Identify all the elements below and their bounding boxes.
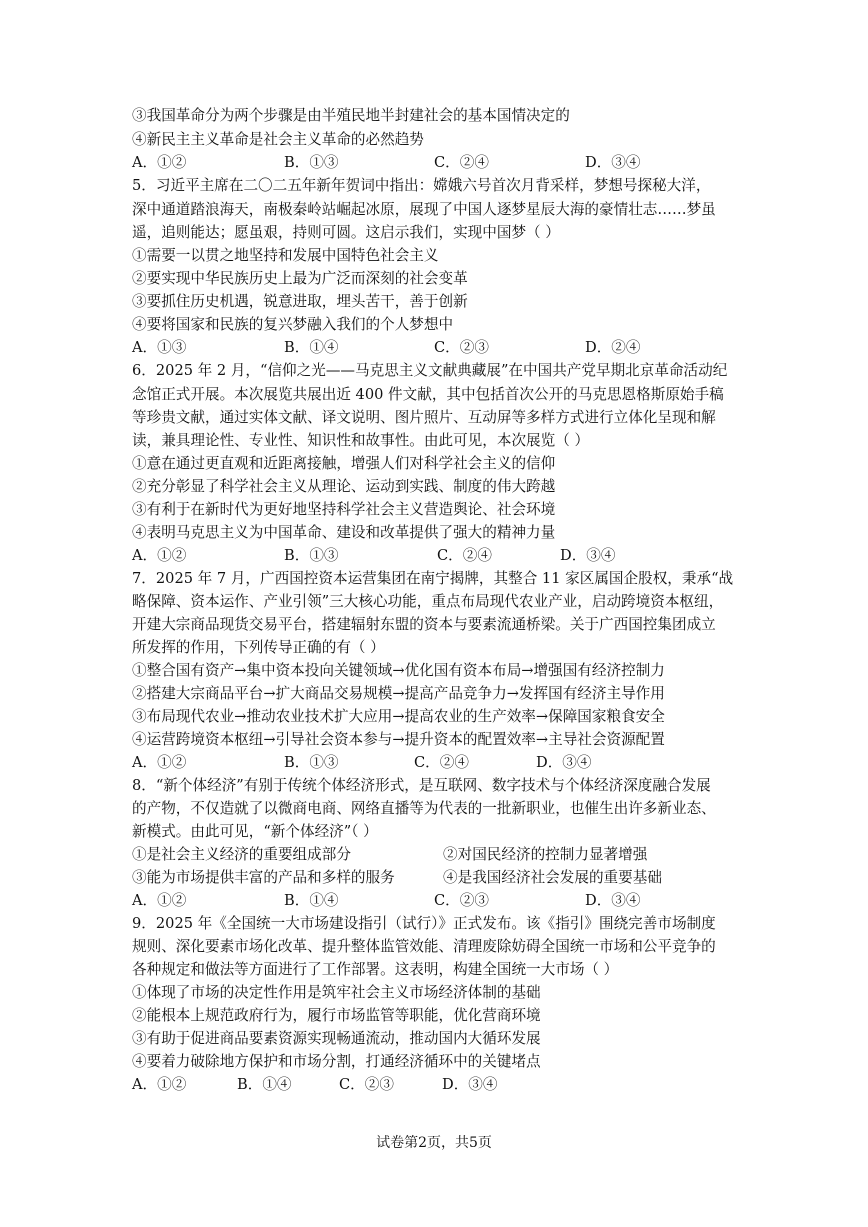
q7-option-b: B．①③ [284,754,339,771]
q8-statements-row-2 [132,868,752,888]
q7-option-d: D．③④ [536,754,592,771]
q5-option-c: C．②③ [434,339,489,356]
q5-statement-4: ④要将国家和民族的复兴梦融入我们的个人梦想中 [132,316,454,333]
q6-statement-1: ①意在通过更直观和近距离接触，增强人们对科学社会主义的信仰 [132,455,556,472]
q6-stem-line-4: 读，兼具理论性、专业性、知识性和故事性。由此可见，本次展览（ ） [132,432,590,449]
q7-stem-line-3: 开建大宗商品现货交易平台，搭建辐射东盟的资本与要素流通桥梁。关于广西国控集团成立 [132,616,716,633]
q7-option-c: C．②④ [414,754,469,771]
q6-option-b: B．①③ [284,547,339,564]
q7-statement-2: ②搭建大宗商品平台→扩大商品交易规模→提高产品竞争力→发挥国有经济主导作用 [132,685,665,702]
q9-statement-3: ③有助于促进商品要素资源实现畅通流动，推动国内大循环发展 [132,1030,541,1047]
q9-options [132,1075,752,1095]
q7-statement-4: ④运营跨境资本枢纽→引导社会资本参与→提升资本的配置效率→主导社会资源配置 [132,731,665,748]
q8-statements-row-1 [132,845,752,865]
q6-options [132,546,752,566]
q7-option-a: A．①② [132,754,187,771]
q9-statement-2: ②能根本上规范政府行为，履行市场监管等职能，优化营商环境 [132,1007,541,1024]
q9-statement-4: ④要着力破除地方保护和市场分割，打通经济循环中的关键堵点 [132,1053,541,1070]
q5-option-a: A．①③ [132,339,187,356]
q6-option-a: A．①② [132,547,187,564]
q6-option-c: C．②④ [437,547,492,564]
q9-stem-line-1: 9．2025 年《全国统一大市场建设指引（试行）》正式发布。该《指引》围绕完善市场制度 [132,915,716,932]
q5-stem-line-2: 深中通道踏浪海天，南极秦岭站崛起冰原，展现了中国人逐梦星辰大海的豪情壮志……梦虽 [132,201,716,218]
q7-statement-3: ③布局现代农业→推动农业技术扩大应用→提高农业的生产效率→保障国家粮食安全 [132,708,665,725]
q5-statement-2: ②要实现中华民族历史上最为广泛而深刻的社会变革 [132,270,468,287]
q5-options [132,338,752,358]
q6-option-d: D．③④ [560,547,616,564]
q8-option-b: B．①④ [284,892,339,909]
q5-option-b: B．①④ [284,339,339,356]
q4-option-d: D．③④ [585,154,641,171]
q5-statement-1: ①需要一以贯之地坚持和发展中国特色社会主义 [132,247,439,264]
q5-stem-line-1: 5．习近平主席在二〇二五年新年贺词中指出：嫦娥六号首次月背采样，梦想号探秘大洋， [132,177,711,194]
q9-option-b: B．①④ [237,1076,292,1093]
q8-statement-4: ④是我国经济社会发展的重要基础 [443,869,662,886]
q6-statement-2: ②充分彰显了科学社会主义从理论、运动到实践、制度的伟大跨越 [132,478,556,495]
q8-stem-line-1: 8．“新个体经济”有别于传统个体经济形式，是互联网、数字技术与个体经济深度融合发展 [132,777,711,794]
q7-options [132,753,752,773]
q9-stem-line-2: 规则、深化要素市场化改革、提升整体监管效能、清理废除妨碍全国统一市场和公平竞争的 [132,938,716,955]
q8-statement-2: ②对国民经济的控制力显著增强 [443,846,648,863]
q8-options [132,891,752,911]
q5-option-d: D．②④ [585,339,641,356]
q8-option-a: A．①② [132,892,187,909]
q4-option-a: A．①② [132,154,187,171]
q8-stem-line-3: 新模式。由此可见，“新个体经济”（ ） [132,823,378,840]
q7-statement-1: ①整合国有资产→集中资本投向关键领域→优化国有资本布局→增强国有经济控制力 [132,662,665,679]
q8-statement-1: ①是社会主义经济的重要组成部分 [132,846,351,863]
q8-option-d: D．③④ [585,892,641,909]
q4-options [132,153,752,173]
q4-option-c: C．②④ [434,154,489,171]
q4-statement-4: ④新民主主义革命是社会主义革命的必然趋势 [132,131,424,148]
q7-stem-line-4: 所发挥的作用，下列传导正确的有（ ） [132,639,385,656]
page-footer: 试卷第2页，共5页 [376,1135,492,1151]
q7-stem-line-2: 略保障、资本运作、产业引领”三大核心功能，重点布局现代农业产业，启动跨境资本枢纽， [132,593,724,610]
q9-option-a: A．①② [132,1076,187,1093]
q9-stem-line-3: 各种规定和做法等方面进行了工作部署。这表明，构建全国统一大市场（ ） [132,961,619,978]
q5-stem-line-3: 遥，追则能达；愿虽艰，持则可圆。这启示我们，实现中国梦（ ） [132,224,560,241]
q9-statement-1: ①体现了市场的决定性作用是筑牢社会主义市场经济体制的基础 [132,984,541,1001]
q6-statement-3: ③有利于在新时代为更好地坚持科学社会主义营造舆论、社会环境 [132,501,556,518]
q7-stem-line-1: 7．2025 年 7 月，广西国控资本运营集团在南宁揭牌，其整合 11 家区属国企股权，秉承“战 [132,570,734,587]
q6-statement-4: ④表明马克思主义为中国革命、建设和改革提供了强大的精神力量 [132,524,556,541]
q9-option-c: C．②③ [339,1076,394,1093]
q8-stem-line-2: 的产物，不仅造就了以微商电商、网络直播等为代表的一批新职业，也催生出许多新业态、 [132,800,716,817]
q8-option-c: C．②③ [434,892,489,909]
q4-statement-3: ③我国革命分为两个步骤是由半殖民地半封建社会的基本国情决定的 [132,107,570,124]
q6-stem-line-3: 等珍贵文献，通过实体文献、译文说明、图片照片、互动屏等多样方式进行立体化呈现和解 [132,409,716,426]
q6-stem-line-1: 6．2025 年 2 月，“信仰之光——马克思主义文献典藏展”在中国共产党早期北京革命活动纪 [132,362,728,379]
q5-statement-3: ③要抓住历史机遇，锐意进取，埋头苦干，善于创新 [132,293,468,310]
q4-option-b: B．①③ [284,154,339,171]
q9-option-d: D．③④ [442,1076,498,1093]
q8-statement-3: ③能为市场提供丰富的产品和多样的服务 [132,869,395,886]
q6-stem-line-2: 念馆正式开展。本次展览共展出近 400 件文献，其中包括首次公开的马克思恩格斯原始手稿 [132,386,724,403]
